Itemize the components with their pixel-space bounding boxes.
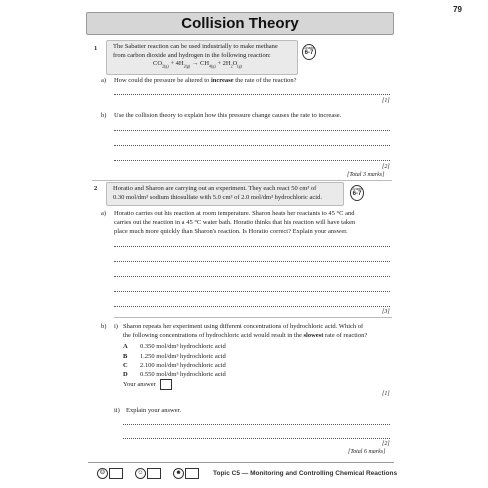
q2-total-marks: [Total 6 marks] <box>348 449 386 455</box>
title-banner <box>86 12 394 35</box>
option-letter: C <box>123 362 128 369</box>
option-letter: D <box>123 371 128 378</box>
answer-line[interactable] <box>114 130 390 131</box>
option-text: 2.100 mol/dm³ hydrochloric acid <box>140 362 226 369</box>
sabatier-equation: $CO_{2(g)} + 4H_{2(g)} \to CH_{4(g)} + 2H_2O_{(g)}$ <box>153 60 242 69</box>
answer-line[interactable] <box>114 94 390 95</box>
grade-badge-q1 <box>302 44 316 60</box>
question-1-intro-line-2: from carbon dioxide and hydrogen in the following reaction: <box>113 51 271 59</box>
page-title: Collision Theory <box>181 15 299 32</box>
q2a-label: a) <box>101 210 107 217</box>
question-2-intro-line-2: 0.30 mol/dm³ sodium thiosulfate with 5.0 cm³ of 2.0 mol/dm³ hydrochloric acid. <box>113 193 322 201</box>
question-1-intro-box <box>106 40 298 75</box>
question-1-number: 1 <box>94 45 98 52</box>
answer-line[interactable] <box>114 145 390 146</box>
q2bi-question-line-2: the following concentrations of hydrochloric acid would result in the slowest rate of reaction? <box>123 332 368 339</box>
question-1-intro-line-1: The Sabatier reaction can be used industrially to make methane <box>113 43 278 50</box>
q2a-question-line-1: Horatio carries out his reaction at room temperature. Sharon heats her reactants to 45 °C and <box>114 210 355 217</box>
answer-line[interactable] <box>114 306 390 307</box>
q2bii-label: ii) <box>114 407 120 414</box>
self-rating-box[interactable] <box>147 468 161 479</box>
question-2-intro-line-1: Horatio and Sharon are carrying out an experiment. They each react 50 cm³ of <box>113 185 317 192</box>
option-text: 1.250 mol/dm³ hydrochloric acid <box>140 353 226 360</box>
answer-line[interactable] <box>123 424 390 425</box>
q2bi-question-line-1: Sharon repeats her experiment using different concentrations of hydrochloric acid. Which of <box>123 323 364 330</box>
neutral-face-icon: ☺ <box>135 468 146 479</box>
self-rating-box[interactable] <box>109 468 123 479</box>
option-letter: B <box>123 353 128 360</box>
self-rating-box[interactable] <box>185 468 199 479</box>
q1a-question: How could the pressure be altered to increase the rate of the reaction? <box>114 77 297 84</box>
answer-line[interactable] <box>114 276 390 277</box>
q2b-label: b) <box>101 323 107 330</box>
answer-box[interactable] <box>160 379 172 390</box>
q1b-label: b) <box>101 112 107 119</box>
q2bi-marks: [1] <box>382 391 390 397</box>
q1a-label: a) <box>101 77 107 84</box>
option-text: 0.350 mol/dm³ hydrochloric acid <box>140 343 226 350</box>
part-separator <box>114 317 392 318</box>
question-2-intro-box <box>106 182 344 206</box>
page-number: 79 <box>453 5 462 14</box>
q2a-question-line-3: place much more quickly than Sharon's reaction. Is Horatio correct? Explain your answer. <box>114 228 348 235</box>
option-letter: A <box>123 343 128 350</box>
answer-line[interactable] <box>123 438 390 439</box>
question-separator <box>92 180 392 181</box>
q2bii-question: Explain your answer. <box>126 407 182 414</box>
question-2-number: 2 <box>94 185 98 192</box>
grade-label: Grade <box>303 45 315 50</box>
answer-line[interactable] <box>114 261 390 262</box>
grade-label: Grade <box>351 186 363 191</box>
grade-value: 6-7 <box>352 191 362 197</box>
q1b-question: Use the collision theory to explain how this pressure change causes the rate to increase. <box>114 112 342 119</box>
answer-line[interactable] <box>114 291 390 292</box>
happy-face-icon: ☻ <box>173 468 184 479</box>
footer-topic: Topic C5 — Monitoring and Controlling Chemical Reactions <box>213 470 398 477</box>
grade-value: 6-7 <box>304 50 314 56</box>
answer-line[interactable] <box>114 246 390 247</box>
your-answer-label: Your answer <box>123 381 156 388</box>
q2bi-label: i) <box>114 323 118 330</box>
q1b-marks: [2] <box>382 164 390 170</box>
q2a-marks: [3] <box>382 309 390 315</box>
footer-rule <box>88 462 394 463</box>
answer-line[interactable] <box>114 160 390 161</box>
q2bii-marks: [2] <box>382 441 390 447</box>
q1a-marks: [1] <box>382 98 390 104</box>
option-text: 0.550 mol/dm³ hydrochloric acid <box>140 371 226 378</box>
q2a-question-line-2: carries out the reaction in a 45 °C water bath. Horatio thinks that his reaction will have taken <box>114 219 356 226</box>
sad-face-icon: ☹ <box>97 468 108 479</box>
grade-badge-q2 <box>350 185 364 201</box>
q1-total-marks: [Total 3 marks] <box>347 172 385 178</box>
